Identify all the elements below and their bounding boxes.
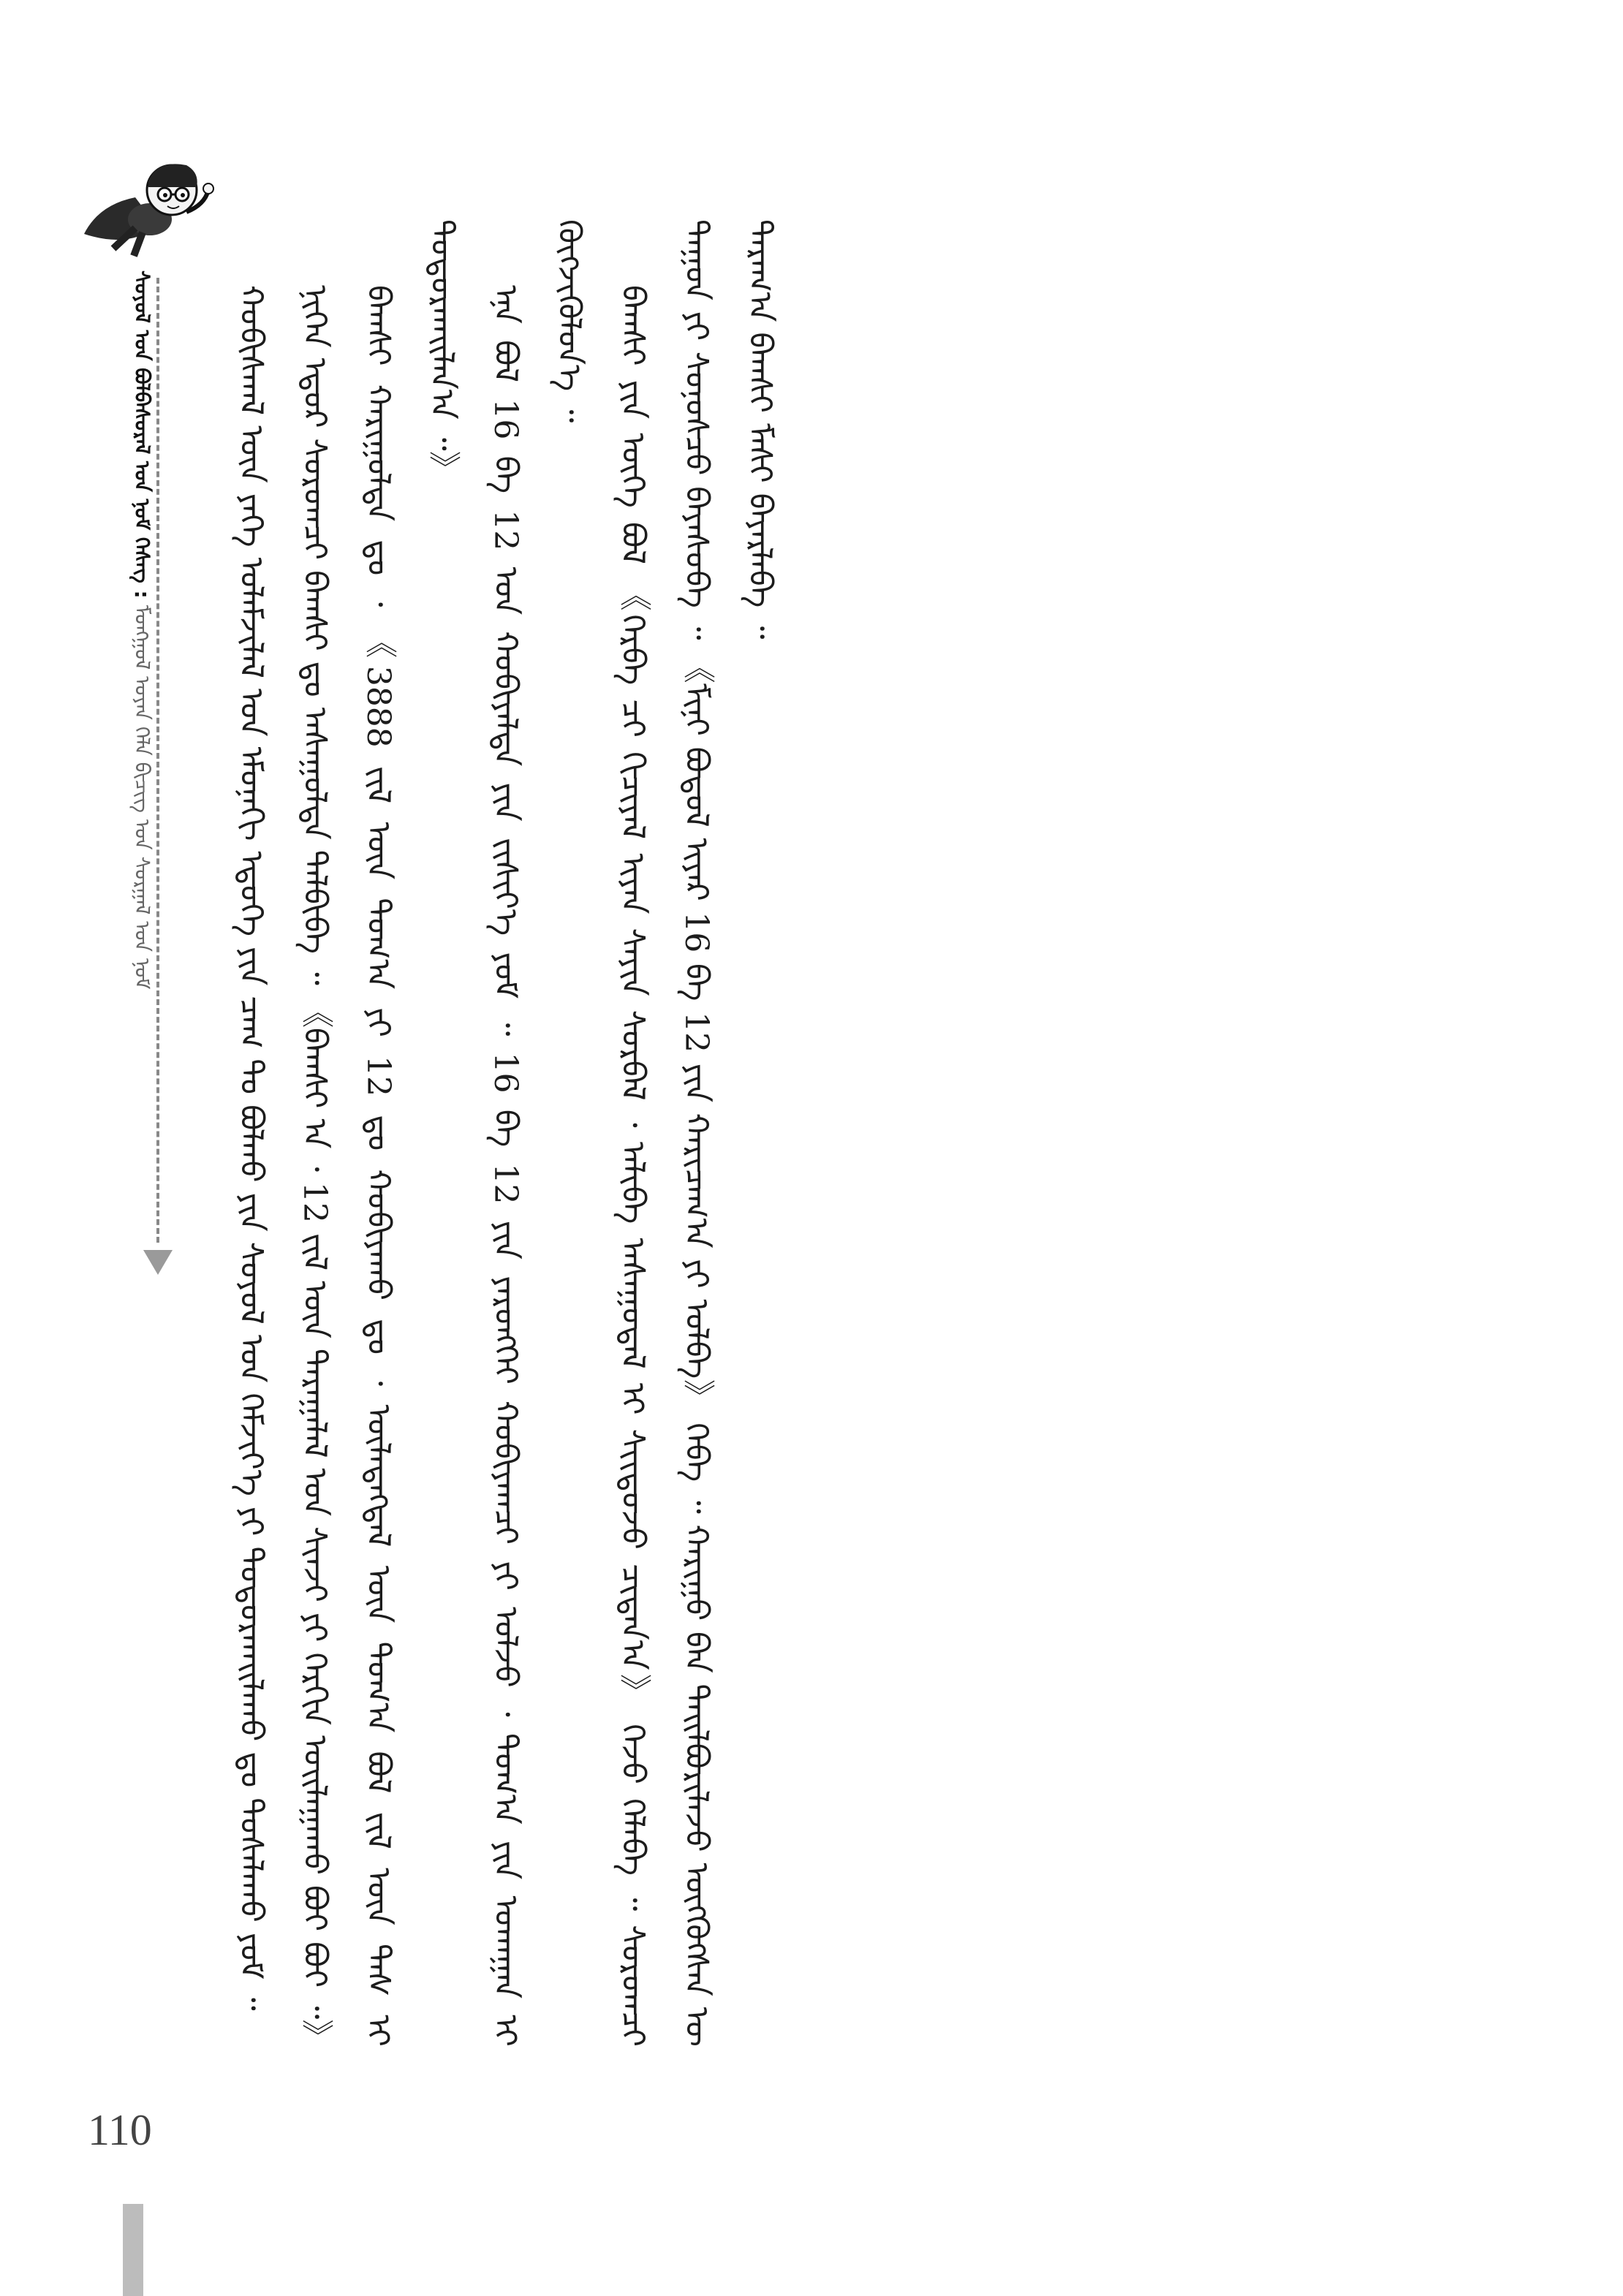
paragraph: ᠪᠠᠭᠰᠢ ᠶᠢᠨ ᠦᠭᠡ ᠪᠣᠯ 《ᠬᠡᠷᠪᠡ ᠴᠢ ᠬᠢᠴᠢᠶᠡᠯ ᠢᠶᠡᠨ ᠰᠠᠶᠢᠨ ᠰᠤᠷᠪᠠᠯ ᠂ ᠠᠯᠢᠪᠠ ᠠᠰᠠᠭᠤᠳᠠᠯ ᠢ ᠰᠢᠢᠳᠦᠵᠦ ᠴᠢᠳᠠᠨ᠎ᠠ》 ᠭᠡᠵᠦ ᠬᠡᠯᠡᠪᠡ ᠃ ᠰᠤᠷᠤᠭᠴᠢ ᠲᠠᠭᠤᠨ ᠶᠢ ᠰᠣᠨᠣᠰᠴᠤ ᠪᠠᠶᠠᠰᠤᠪᠠ ᠃ 《ᠮᠢᠨᠢ ᠪᠣᠳᠤᠯ ᠢᠶᠠᠷ 16 ᠪᠠ 12 ᠶᠢᠨ ᠬᠠᠷᠢᠴᠠᠭ᠎ᠠ ᠶᠢ ᠣᠯᠪᠠ》 ᠭᠡᠪᠡ ᠃ ᠬᠠᠷᠢᠭᠤ ᠪᠠᠨ ᠲᠠᠢᠯᠪᠤᠷᠢᠯᠠᠵᠤ ᠦᠭᠬᠦᠭᠰᠡᠨ ᠦ ᠳᠠᠷᠠᠭ᠎ᠠ ᠪᠠᠭᠰᠢ ᠮᠠᠰᠢ ᠪᠠᠶᠠᠷᠯᠠᠪᠠ ᠃ (614, 219, 779, 2047)
running-header (124, 270, 168, 1294)
mascot-icon (69, 146, 216, 263)
triangle-marker-icon (143, 1250, 173, 1275)
paragraph: ᠡᠨᠡ ᠪᠣᠯ 16 ᠪᠠ 12 ᠤᠨ ᠬᠤᠪᠢᠶᠠᠯᠲᠠ ᠶᠢᠨ ᠵᠢᠱᠢᠶ᠎ᠡ ᠶᠤᠮ ᠃ 16 ᠪᠠ 12 ᠶᠢᠨ ᠶᠡᠷᠦᠩᠬᠡᠢ ᠬᠤᠪᠢᠶᠠᠭᠴᠢ ᠶᠢ ᠣᠯᠵᠤ ᠂ ᠲᠣᠭ᠎ᠠ ᠶᠢᠨ ᠤᠬᠠᠭᠠᠨ ᠢ ᠬᠦᠭᠵᠢᠭᠦᠯᠦᠨ᠎ᠡ ᠃ (487, 219, 588, 2047)
paragraph: ᠨᠢᠭᠡᠨ ᠡᠳᠦᠷ ᠰᠤᠷᠤᠭᠴᠢ ᠪᠠᠭᠰᠢ ᠳᠤ ᠠᠰᠠᠭᠤᠯᠲᠠ ᠲᠠᠯᠪᠢᠪᠠ ᠃ 《ᠪᠠᠭᠰᠢ ᠎ᠠ ᠂ 12 ᠵᠢᠯ ᠦᠨ ᠳᠠᠷᠠᠭᠠᠯᠠᠯ ᠤᠨ ᠰᠢᠨᠵᠢ ᠶᠢ ᠬᠡᠷᠬᠢᠨ ᠣᠢᠯᠠᠭᠠᠬᠤ ᠪᠤᠢ ᠪᠤᠢ ᠃》 (296, 285, 333, 2052)
chapter-title: ᠮᠣᠩᠭᠣᠯ ᠤᠶᠠᠨ ᠬᠡᠯᠡ ᠪᠢᠴᠢᠭ ᠤᠨ ᠰᠤᠷᠭᠠᠯ ᠤᠨ ᠨᠣᠮ (130, 605, 154, 990)
page-number: 110 (88, 2106, 152, 2154)
series-title: ᠰᠣᠶᠣᠯ ᠤᠨ ᠪᠣᠯᠪᠠᠰᠤᠷᠠᠯ ᠤᠨ ᠨᠣᠮ ᠬᠡᠰᠡᠭ : (130, 270, 154, 599)
header-divider (156, 278, 159, 1243)
page-edge-bar (123, 2204, 143, 2296)
paragraph: ᠬᠤᠪᠢᠰᠬᠠᠯ ᠦᠨ ᠶᠡᠬᠡ ᠤᠯᠠᠮᠵᠢᠯᠠᠯ ᠤᠨ ᠡᠮᠦᠨᠡᠬᠢ ᠡᠳᠦᠭᠡ ᠶᠢᠨ ᠴᠠᠭ ᠲᠤ ᠪᠣᠯᠬᠤ ᠶᠢᠨ ᠰᠣᠶᠣᠯ ᠤᠨ ᠬᠡᠮᠵᠢᠶ᠎ᠡ ᠶᠢ ᠲᠣᠳᠣᠷᠬᠠᠢᠯᠠᠬᠤ ᠳᠤ ᠳᠤᠰᠠᠯᠠᠬᠤ ᠶᠤᠮ ᠃ (232, 285, 270, 2011)
paragraph: ᠪᠠᠭᠰᠢ ᠬᠠᠷᠢᠭᠤᠯᠲᠠ ᠳᠤ ᠂ 《3888 ᠵᠢᠯ ᠦᠨ ᠲᠣᠭ᠎ᠠ ᠶᠢ 12 ᠳᠤ ᠬᠤᠪᠢᠶᠠᠬᠤ ᠳᠤ ᠂ ᠦᠯᠡᠳᠡᠭᠳᠡᠯ ᠦᠨ ᠲᠣᠭ᠎ᠠ ᠪᠣᠯ ᠵᠢᠯ ᠦᠨ ᠳᠡᠰ ᠢ ᠲᠣᠳᠣᠷᠬᠠᠢᠯᠠᠨ᠎ᠠ ᠃》 (360, 219, 461, 2047)
body-text (219, 219, 1345, 2052)
